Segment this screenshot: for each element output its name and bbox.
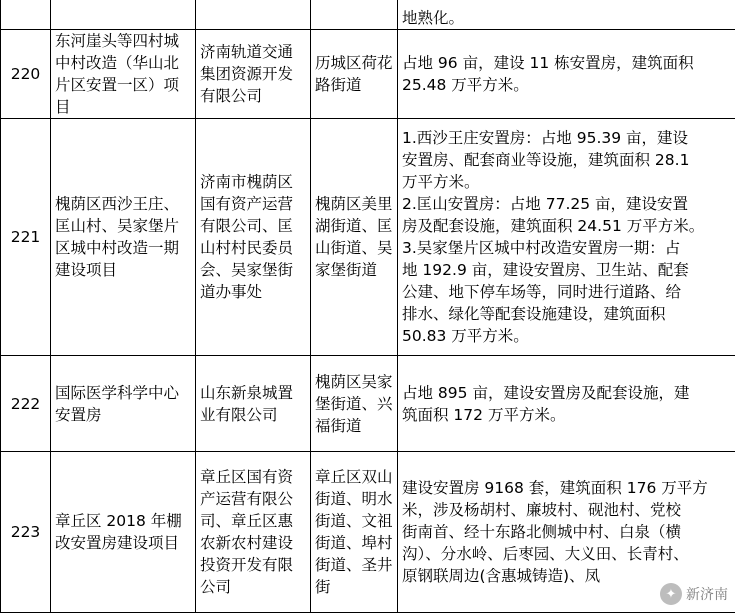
row-number <box>1 0 51 30</box>
table-row <box>1 452 735 613</box>
watermark-text: 新济南 <box>686 584 728 604</box>
location-cell: 槐荫区美里湖街道、匡山街道、吴家堡街道 <box>311 119 398 356</box>
project-name-cell: 章丘区 2018 年棚改安置房建设项目 <box>51 452 196 613</box>
description-line: 房及配套设施，建筑面积 24.51 万平方米。 <box>402 215 731 237</box>
wechat-logo-icon: ✦ <box>660 583 682 605</box>
project-name-cell <box>51 0 196 30</box>
description-line: 50.83 万平方米。 <box>402 325 731 347</box>
developer-cell: 济南市槐荫区国有资产运营有限公司、匡山村村民委员会、吴家堡街道办事处 <box>196 119 311 356</box>
description-line: 25.48 万平方米。 <box>402 74 731 96</box>
project-name-cell: 国际医学科学中心安置房 <box>51 356 196 452</box>
description-line: 公建、地下停车场等，同时进行道路、给 <box>402 281 731 303</box>
description-line: 原钢联周边(含惠城铸造)、凤 <box>402 565 731 587</box>
description-line: 沟）、分水岭、后枣园、大义田、长青村、 <box>402 543 731 565</box>
project-name-cell: 槐荫区西沙王庄、匡山村、吴家堡片区城中村改造一期建设项目 <box>51 119 196 356</box>
description-line: 万平方米。 <box>402 171 731 193</box>
description-cell <box>398 119 735 356</box>
table-row-continued <box>1 0 735 30</box>
description-line: 占地 895 亩，建设安置房及配套设施，建 <box>402 382 731 404</box>
description-line: 2.匡山安置房：占地 77.25 亩，建设安置 <box>402 193 731 215</box>
description-line: 街南首、经十东路北侧城中村、白泉（横 <box>402 521 731 543</box>
location-cell <box>311 0 398 30</box>
table-row <box>1 356 735 452</box>
row-number: 222 <box>1 356 51 452</box>
description-line: 1.西沙王庄安置房：占地 95.39 亩，建设 <box>402 127 731 149</box>
description-cell <box>398 0 735 30</box>
location-cell: 历城区荷花路街道 <box>311 30 398 119</box>
description-line: 占地 96 亩，建设 11 栋安置房，建筑面积 <box>402 52 731 74</box>
description-cell <box>398 356 735 452</box>
description-line: 筑面积 172 万平方米。 <box>402 404 731 426</box>
table-row <box>1 30 735 119</box>
location-cell: 槐荫区吴家堡街道、兴福街道 <box>311 356 398 452</box>
description-line: 建设安置房 9168 套，建筑面积 176 万平方 <box>402 477 731 499</box>
developer-cell: 济南轨道交通集团资源开发有限公司 <box>196 30 311 119</box>
row-number: 220 <box>1 30 51 119</box>
description-line: 地 192.9 亩，建设安置房、卫生站、配套 <box>402 259 731 281</box>
location-cell: 章丘区双山街道、明水街道、文祖街道、埠村街道、圣井街 <box>311 452 398 613</box>
description-line: 3.吴家堡片区城中村改造安置房一期：占 <box>402 237 731 259</box>
table-row <box>1 119 735 356</box>
project-name-cell: 东河崖头等四村城中村改造（华山北片区安置一区）项目 <box>51 30 196 119</box>
description-line: 米，涉及杨胡村、廉坡村、砚池村、党校 <box>402 499 731 521</box>
watermark <box>657 583 731 605</box>
developer-cell <box>196 0 311 30</box>
description-cell <box>398 30 735 119</box>
developer-cell: 山东新泉城置业有限公司 <box>196 356 311 452</box>
description-line: 地熟化。 <box>402 7 731 29</box>
row-number: 223 <box>1 452 51 613</box>
developer-cell: 章丘区国有资产运营有限公司、章丘区惠农新农村建设投资开发有限公司 <box>196 452 311 613</box>
row-number: 221 <box>1 119 51 356</box>
description-line: 排水、绿化等配套设施建设，建筑面积 <box>402 303 731 325</box>
description-line: 安置房、配套商业等设施，建筑面积 28.1 <box>402 149 731 171</box>
